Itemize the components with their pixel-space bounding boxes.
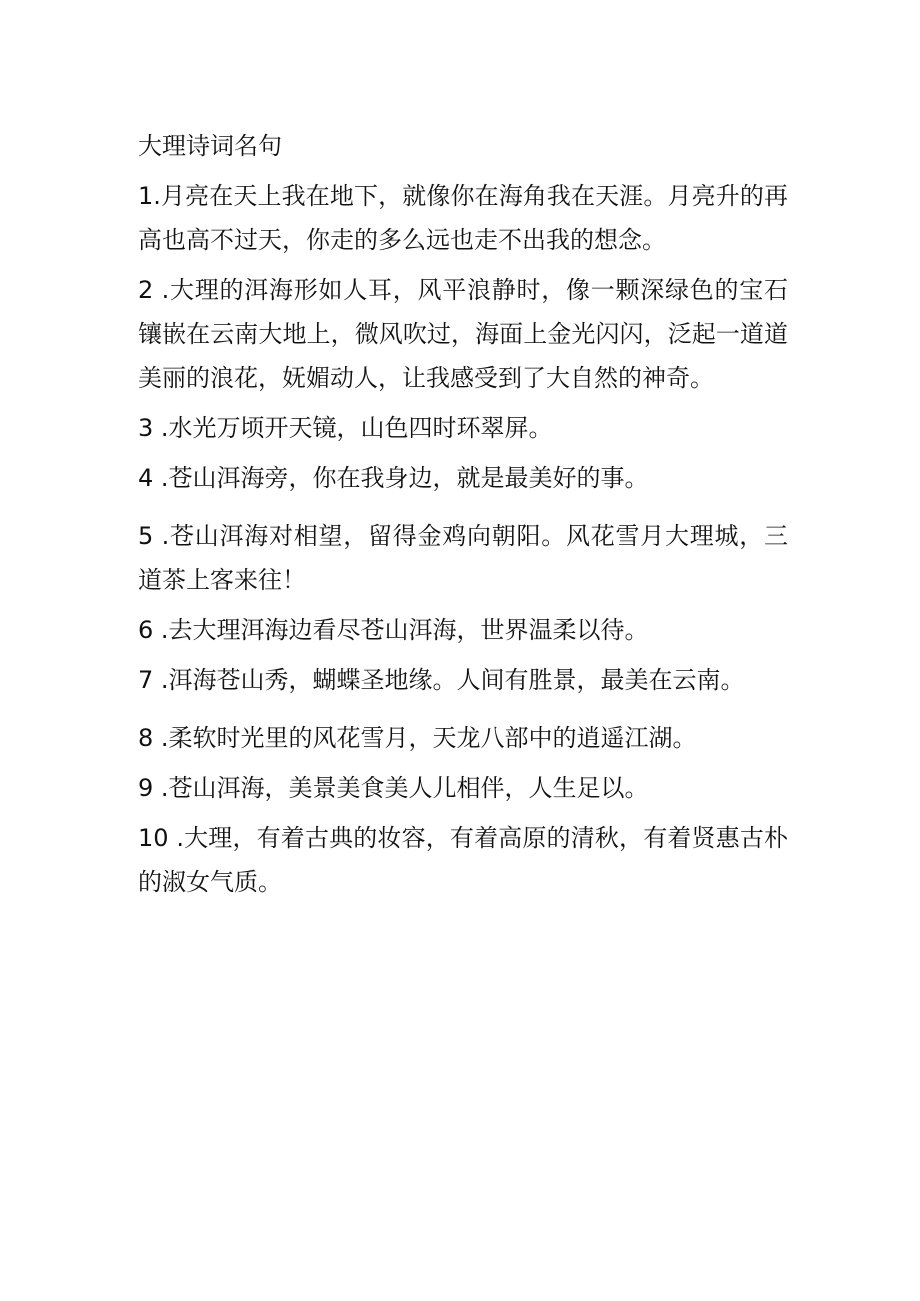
list-item [138, 608, 788, 652]
item-number: 1. [138, 182, 161, 210]
document-title: 大理诗词名句 [138, 132, 282, 160]
item-text: 柔软时光里的风花雪月，天龙八部中的逍遥江湖。 [168, 724, 697, 752]
item-number: 7 . [138, 666, 169, 694]
list-item [138, 456, 788, 500]
item-number: 8 . [138, 724, 169, 752]
list-item [138, 268, 788, 400]
list-item [138, 174, 788, 262]
list-item [138, 766, 788, 810]
list-item [138, 406, 788, 450]
item-text: 去大理洱海边看尽苍山洱海，世界温柔以待。 [168, 616, 649, 644]
list-item [138, 816, 788, 904]
item-text: 大理，有着古典的妆容，有着高原的清秋，有着贤惠古朴的淑女气质。 [138, 824, 789, 896]
item-number: 4 . [138, 464, 169, 492]
list-item [138, 514, 788, 602]
item-text: 洱海苍山秀，蝴蝶圣地缘。人间有胜景，最美在云南。 [168, 666, 745, 694]
item-text: 月亮在天上我在地下，就像你在海角我在天涯。月亮升的再高也高不过天，你走的多么远也走不出我的想念。 [138, 182, 788, 254]
item-text: 苍山洱海旁，你在我身边，就是最美好的事。 [168, 464, 649, 492]
item-number: 9 . [138, 774, 169, 802]
list-item [138, 716, 788, 760]
item-text: 苍山洱海对相望，留得金鸡向朝阳。风花雪月大理城，三道茶上客来往！ [138, 522, 788, 594]
item-text: 大理的洱海形如人耳，风平浪静时，像一颗深绿色的宝石镶嵌在云南大地上，微风吹过，海面上金光闪闪，泛起一道道美丽的浪花，妩媚动人，让我感受到了大自然的神奇。 [138, 276, 788, 392]
item-text: 水光万顷开天镜，山色四时环翠屏。 [168, 414, 553, 442]
item-number: 3 . [138, 414, 169, 442]
item-number: 6 . [138, 616, 169, 644]
list-item [138, 658, 788, 702]
document-body [138, 124, 788, 910]
item-number: 5 . [138, 522, 170, 550]
item-number: 10 . [138, 824, 184, 852]
item-text: 苍山洱海，美景美食美人儿相伴，人生足以。 [168, 774, 649, 802]
item-number: 2 . [138, 276, 170, 304]
